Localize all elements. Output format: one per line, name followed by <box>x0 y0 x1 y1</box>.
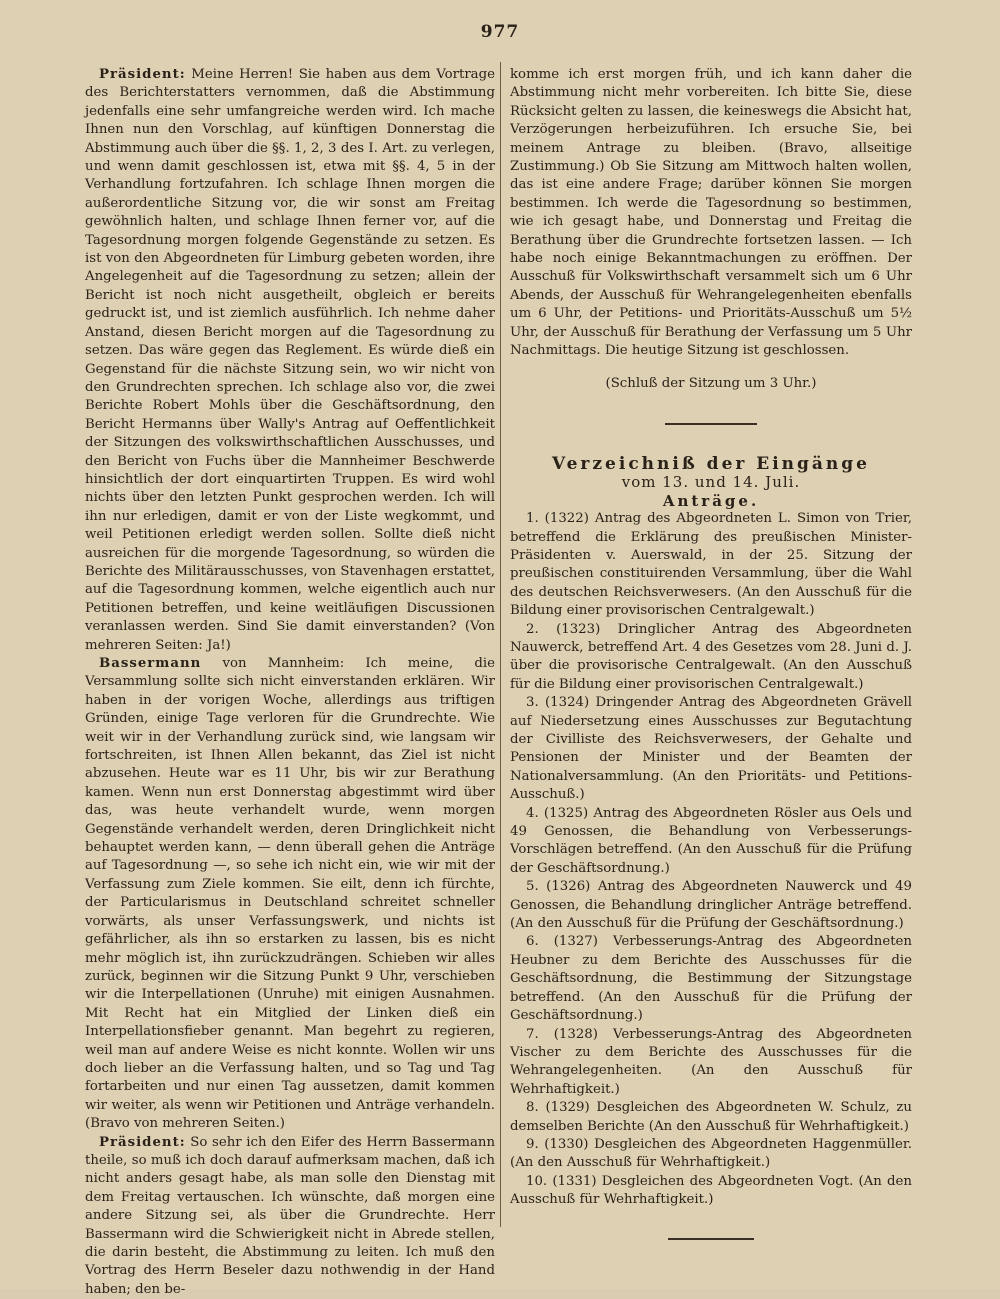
column-divider <box>500 62 501 1227</box>
continuation-text: komme ich erst morgen früh, und ich kann daher die Abstimmung nicht mehr vorbereiten. Ich bitte Sie, diese Rücksicht gelten zu lassen, die keineswegs die Absicht hat, Verzögerungen herbeizuführen. Ich ersuche Sie, bei meinem Antrage zu bleiben. (Bravo, allseitige Zustimmung.) Ob Sie Sitzung am Mittwoch halten wollen, das ist eine andere Frage; darüber können Sie morgen bestimmen. Ich werde die Tagesordnung so bestimmen, wie ich gesagt habe, und Donnerstag und Freitag die Berathung über die Grundrechte fortsetzen lassen. — Ich habe noch einige Bekanntmachungen zu eröffnen. Der Ausschuß für Volkswirthschaft versammelt sich um 6 Uhr Abends, der Ausschuß für Wehrangelegenheiten ebenfalls um 6 Uhr, der Petitions- und Prioritäts-Ausschuß um 5½ Uhr, der Ausschuß für Berathung der Verfassung um 5 Uhr Nachmittags. Die heutige Sitzung ist geschlossen. <box>510 67 912 359</box>
list-item: 9. (1330) Desgleichen des Abgeordneten Haggenmüller. (An den Ausschuß für Wehrhaftigkeit.) <box>510 1136 912 1171</box>
section-title: Anträge. <box>662 491 760 510</box>
speaker-name: Bassermann <box>99 656 202 671</box>
speaker-name: Präsident: <box>99 67 186 82</box>
list-item: 7. (1328) Verbesserungs-Antrag des Abgeordneten Vischer zu dem Berichte des Ausschusses für die Wehrangelegenheiten. (An den Ausschuß für Wehrhaftigkeit.) <box>510 1026 912 1097</box>
list-item: 1. (1322) Antrag des Abgeordneten L. Simon von Trier, betreffend die Erklärung des preußischen Minister-Präsidenten v. Auerswald, in der 25. Sitzung der preußischen constituirenden Versammlung, über die Wahl des deutschen Reichsverwesers. (An den Ausschuß für die Bildung einer provisorischen Centralgewalt.) <box>510 511 912 619</box>
page-number: 977 <box>480 22 520 42</box>
left-column <box>85 66 495 1299</box>
list-item: 6. (1327) Verbesserungs-Antrag des Abgeordneten Heubner zu dem Berichte des Ausschusses für die Geschäftsordnung, die Bestimmung der Sitzungstage betreffend. (An den Ausschuß für die Prüfung der Geschäftsordnung.) <box>510 934 912 1024</box>
motions-list <box>510 510 912 1209</box>
section-divider <box>665 423 757 425</box>
list-item: 3. (1324) Dringender Antrag des Abgeordneten Grävell auf Niedersetzung eines Ausschusses zur Begutachtung der Civilliste des Reichsverwesers, der Gehalte und Pensionen der Minister und der Beamten der Nationalversammlung. (An den Prioritäts- und Petitions-Ausschuß.) <box>510 695 912 803</box>
section-heading: Verzeichniß der Eingänge <box>551 453 870 474</box>
list-item: 8. (1329) Desgleichen des Abgeordneten W. Schulz, zu demselben Berichte (An den Ausschuß für Wehrhaftigkeit.) <box>510 1100 912 1134</box>
end-divider <box>668 1238 754 1240</box>
paragraph-text: So sehr ich den Eifer des Herrn Bassermann theile, so muß ich doch darauf aufmerksam machen, daß ich nicht anders gesagt habe, als man solle den Dienstag mit dem Freitag vertauschen. Ich wünschte, daß morgen eine andere Sitzung sei, als über die Grundrechte. Herr Bassermann wird die Schwierigkeit nicht in Abrede stellen, die darin besteht, die Abstimmung zu leiten. Ich muß den Vortrag des Herrn Beseler dazu nothwendig in der Hand haben; den be- <box>85 1134 496 1297</box>
list-item: 4. (1325) Antrag des Abgeordneten Rösler aus Oels und 49 Genossen, die Behandlung von Verbesserungs-Vorschlägen betreffend. (An den Ausschuß für die Prüfung der Geschäftsordnung.) <box>510 805 912 876</box>
paragraph-text: von Mannheim: Ich meine, die Versammlung sollte sich nicht einverstanden erklären. Wir haben in der vorigen Woche, allerdings aus triftigen Gründen, einige Tage verloren für die Grundrechte. Wie weit wir in der Verhandlung zurück sind, wie langsam wir fortschreiten, ist Ihnen Allen bekannt, das Ziel ist nicht abzusehen. Heute war es 11 Uhr, bis wir zur Berathung kamen. Wenn nun erst Donnerstag abgestimmt wird über das, was heute verhandelt wurde, wenn morgen Gegenstände verhandelt werden, deren Dringlichkeit nicht behauptet werden kann, — denn überall gehen die Anträge auf Tagesordnung —, so sehe ich nicht ein, wie wir mit der Verfassung zum Ziele kommen. Sie eilt, denn ich fürchte, der Particularismus in Deutschland schreitet schneller vorwärts, als unser Verfassungswerk, und nichts ist gefährlicher, als ihn so erstarken zu lassen, bis es nicht mehr möglich ist, ihn zurückzudrängen. Schieben wir alles zurück, beginnen wir die Sitzung Punkt 9 Uhr, verschieben wir die Interpellationen (Unruhe) mit einigen Ausnahmen. Mit Recht hat ein Mitglied der Linken dieß ein Interpellationsfieber genannt. Man begehrt zu regieren, weil man auf andere Weise es nicht konnte. Wollen wir uns doch lieber an die Verfassung halten, und so Tag und Tag fortarbeiten und nur einen Tag aussetzen, damit kommen wir weiter, als wenn wir Petitionen und Anträge verhandeln. (Bravo von mehreren Seiten.) <box>85 656 495 1132</box>
list-item: 2. (1323) Dringlicher Antrag des Abgeordneten Nauwerck, betreffend Art. 4 des Gesetzes vom 28. Juni d. J. über die provisorische Centralgewalt. (An den Ausschuß für die Bildung einer provisorischen Centralgewalt.) <box>510 621 912 692</box>
paragraph-president-2 <box>85 1134 495 1299</box>
paragraph-bassermann <box>85 655 495 1134</box>
list-item: 10. (1331) Desgleichen des Abgeordneten Vogt. (An den Ausschuß für Wehrhaftigkeit.) <box>510 1173 912 1208</box>
right-column <box>510 66 912 1240</box>
section-subheading: vom 13. und 14. Juli. <box>621 473 801 492</box>
paragraph-president-1 <box>85 66 495 655</box>
list-item: 5. (1326) Antrag des Abgeordneten Nauwerck und 49 Genossen, die Behandlung dringlicher Anträge betreffend. (An den Ausschuß für die Prüfung der Geschäftsordnung.) <box>510 879 912 932</box>
paragraph-text: Meine Herren! Sie haben aus dem Vortrage des Berichterstatters vernommen, daß die Abstimmung jedenfalls eine sehr umfangreiche werden wird. Ich mache Ihnen nun den Vorschlag, auf künftigen Donnerstag die Abstimmung auch über die §§. 1, 2, 3 des I. Art. zu verlegen, und wenn damit geschlossen ist, etwa mit §§. 4, 5 in der Verhandlung fortzufahren. Ich schlage Ihnen morgen die außerordentliche Sitzung vor, die wir sonst am Freitag gewöhnlich halten, und schlage Ihnen ferner vor, auf die Tagesordnung morgen folgende Gegenstände zu setzen. Es ist von den Abgeordneten für Limburg gebeten worden, ihre Angelegenheit auf die Tagesordnung zu setzen; allein der Bericht ist noch nicht ausgetheilt, obgleich er bereits gedruckt ist, und ist ziemlich ausführlich. Ich nehme daher Anstand, diesen Bericht morgen auf die Tagesordnung zu setzen. Das wäre gegen das Reglement. Es würde dieß ein Gegenstand für die nächste Sitzung sein, wo wir nicht von den Grundrechten sprechen. Ich schlage also vor, die zwei Berichte Robert Mohls über die Geschäftsordnung, den Bericht Hermanns über Wally's Antrag auf Oeffentlichkeit der Sitzungen des volkswirthschaftlichen Ausschusses, und den Bericht von Fuchs über die Mannheimer Beschwerde hinsichtlich der dort einquartirten Truppen. Es wird wohl nichts über den letzten Punkt gesprochen werden. Ich will ihn nur erledigen, damit er von der Liste wegkommt, und weil Petitionen erledigt werden sollen. Sollte dieß nicht ausreichen für die morgende Tagesordnung, so würden die Berichte des Militärausschusses, von Stavenhagen erstattet, auf die Tagesordnung kommen, welche eigentlich auch nur Petitionen betreffen, und keine weitläufigen Discussionen veranlassen werden. Sind Sie damit einverstanden? (Von mehreren Seiten: Ja!) <box>85 67 495 653</box>
session-closing-note: (Schluß der Sitzung um 3 Uhr.) <box>605 375 817 391</box>
speaker-name: Präsident: <box>99 1134 186 1150</box>
